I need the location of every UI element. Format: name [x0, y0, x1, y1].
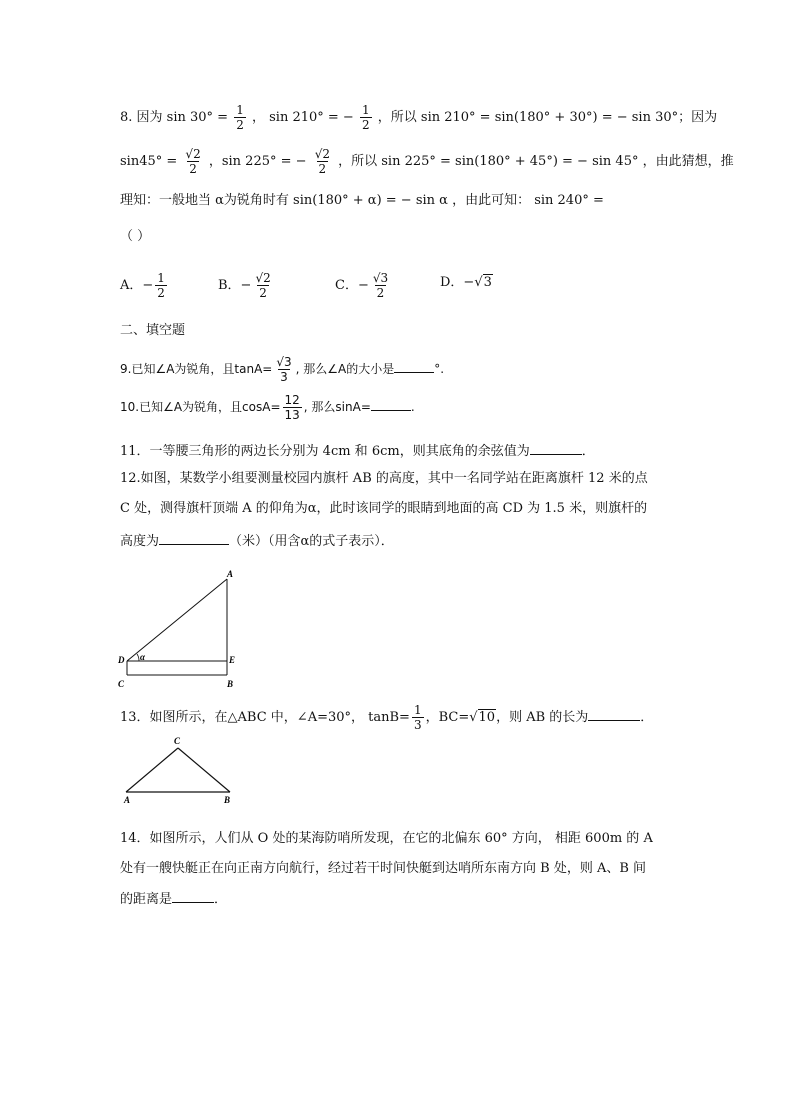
q8-answer-paren: （ ）: [120, 229, 151, 244]
label-alpha: α: [140, 652, 145, 662]
q12-line-3: 高度为 （米）（用含α的式子表示）．: [120, 534, 394, 549]
label-b: B: [227, 679, 234, 689]
side-ac: [126, 748, 178, 792]
side-cb: [178, 748, 230, 792]
q8-text: ，所以 sin 210° = sin(180° + 30°) = − sin 30°；因为: [377, 110, 718, 125]
option-a: A．− $\frac{1}{2}$: [120, 271, 165, 300]
answer-blank: [530, 442, 582, 455]
answer-blank: [394, 360, 434, 373]
q8-text: 8. 因为 sin 30° =: [120, 110, 229, 125]
label-c: C: [118, 679, 125, 689]
q12-line-2: C 处，测得旗杆顶端 A 的仰角为α，此时该同学的眼睛到地面的高 CD 为 1.5 米，则旗杆的: [120, 501, 648, 516]
option-d: D．−√3: [440, 275, 492, 290]
answer-blank: [159, 532, 229, 545]
answer-blank: [172, 890, 214, 903]
q11-line: 11．一等腰三角形的两边长分别为 4cm 和 6cm，则其底角的余弦值为 ．: [120, 444, 595, 459]
q8-line-2: [120, 148, 734, 175]
q10-line: 10.已知∠A为锐角，且cosA= $\frac{12}{13}$ , 那么sinA= .: [120, 393, 415, 422]
section-title: 二、填空题: [120, 323, 186, 338]
option-c: C．− $\frac{√3}{2}$: [335, 271, 389, 300]
answer-blank: [588, 708, 640, 721]
flagpole-figure: [110, 565, 250, 690]
q8-line-3: 理知：一般地当 α为锐角时有 sin(180° + α) = − sin α ，由此可知： sin 240° =: [120, 193, 604, 208]
label-c: C: [174, 736, 181, 746]
q8-text: ，所以 sin 225° = sin(180° + 45°) = − sin 45° ，由此猜想，推: [338, 154, 734, 169]
fraction: $\frac{1}{3}$: [413, 703, 422, 732]
fraction: $\frac{1}{2}$: [236, 103, 244, 132]
q8-text: ，sin 225° = −: [208, 154, 307, 169]
q9-line: 9.已知∠A为锐角，且tanA= $\frac{√3}{3}$ , 那么∠A的大小是 °.: [120, 355, 445, 384]
q13-line: 13．如图所示，在△ABC 中，∠A=30°， tanB= $\frac{1}{3}$ ，BC=√10，则 AB 的长为 ．: [120, 703, 654, 732]
angle-arc: [137, 654, 139, 661]
fraction: $\frac{√2}{2}$: [314, 147, 330, 176]
sight-line: [127, 579, 227, 661]
sqrt: √10: [469, 710, 496, 725]
label-a: A: [227, 569, 234, 579]
q8-text: ， sin 210° = −: [252, 110, 354, 125]
fraction: $\frac{12}{13}$: [284, 393, 300, 422]
triangle-figure: [118, 732, 248, 807]
fraction: $\frac{√2}{2}$: [185, 147, 201, 176]
q8-text: sin45° =: [120, 154, 178, 169]
option-b: B．− $\frac{√2}{2}$: [218, 271, 271, 300]
label-e: E: [229, 655, 236, 665]
q8-line-1: [120, 104, 717, 131]
label-d: D: [118, 655, 125, 665]
fraction: $\frac{√3}{3}$: [276, 355, 292, 384]
label-a: A: [124, 795, 131, 805]
fraction: $\frac{1}{2}$: [361, 103, 370, 132]
q12-line-1: 12.如图，某数学小组要测量校园内旗杆 AB 的高度，其中一名同学站在距离旗杆 12 米的点: [120, 471, 648, 486]
label-b: B: [224, 795, 231, 805]
q14-line-3: 的距离是 ．: [120, 892, 228, 907]
q14-line-1: 14．如图所示，人们从 O 处的某海防哨所发现，在它的北偏东 60° 方向， 相距 600m 的 A: [120, 831, 653, 846]
answer-blank: [371, 398, 411, 411]
q14-line-2: 处有一艘快艇正在向正南方向航行，经过若干时间快艇到达哨所东南方向 B 处，则 A、B 间: [120, 861, 647, 876]
